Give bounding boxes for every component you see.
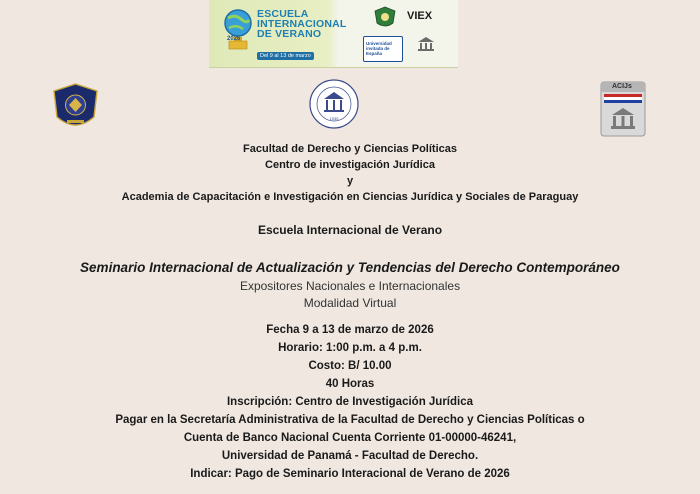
payment-line-2: Cuenta de Banco Nacional Cuenta Corriente 01-00000-46241, bbox=[183, 432, 517, 444]
guest-university-box: Universidad invitada de España bbox=[363, 36, 403, 62]
header-and: y bbox=[346, 175, 354, 187]
seminar-title: Seminario Internacional de Actualización y Tendencias del Derecho Contemporáneo bbox=[80, 260, 620, 275]
event-cost: Costo: B/ 10.00 bbox=[308, 360, 392, 372]
header-research-center: Centro de investigación Jurídica bbox=[265, 159, 435, 171]
event-date: Fecha 9 a 13 de marzo de 2026 bbox=[266, 324, 434, 336]
school-name: Escuela Internacional de Verano bbox=[257, 223, 443, 237]
globe-trophy-icon bbox=[223, 6, 253, 52]
seminar-speakers: Expositores Nacionales e Internacionales bbox=[239, 279, 461, 293]
svg-text:1935: 1935 bbox=[329, 116, 339, 121]
event-hours: 40 Horas bbox=[325, 378, 375, 390]
faculty-seal-icon bbox=[308, 78, 360, 130]
banner-year: 2026 bbox=[227, 36, 241, 42]
police-academy-badge-icon bbox=[52, 83, 99, 133]
banner-title: ESCUELA INTERNACIONAL DE VERANO bbox=[257, 8, 347, 40]
event-banner bbox=[209, 0, 458, 68]
university-crest-icon bbox=[373, 6, 397, 30]
header-faculty: Facultad de Derecho y Ciencias Políticas bbox=[243, 143, 457, 155]
payment-line-1: Pagar en la Secretaría Administrativa de la Facultad de Derecho y Ciencias Políticas o bbox=[115, 414, 585, 426]
viex-subtitle bbox=[405, 23, 445, 27]
viex-logo: VIEX bbox=[407, 10, 433, 22]
seminar-mode: Modalidad Virtual bbox=[303, 296, 397, 310]
partner-logos bbox=[359, 4, 454, 64]
university-building-icon bbox=[417, 36, 435, 52]
event-schedule: Horario: 1:00 p.m. a 4 p.m. bbox=[278, 342, 422, 354]
banner-dates: Del 9 al 13 de marzo bbox=[257, 52, 314, 60]
payment-line-4: Indicar: Pago de Seminario Interacional de Verano de 2026 bbox=[190, 468, 510, 480]
acijs-logo-label: ACIJs bbox=[612, 83, 632, 90]
payment-line-3: Universidad de Panamá - Facultad de Derecho. bbox=[221, 450, 479, 462]
event-registration: Inscripción: Centro de Investigación Jurídica bbox=[226, 396, 474, 408]
header-academy: Academia de Capacitación e Investigación en Ciencias Jurídica y Sociales de Paraguay bbox=[121, 191, 579, 203]
